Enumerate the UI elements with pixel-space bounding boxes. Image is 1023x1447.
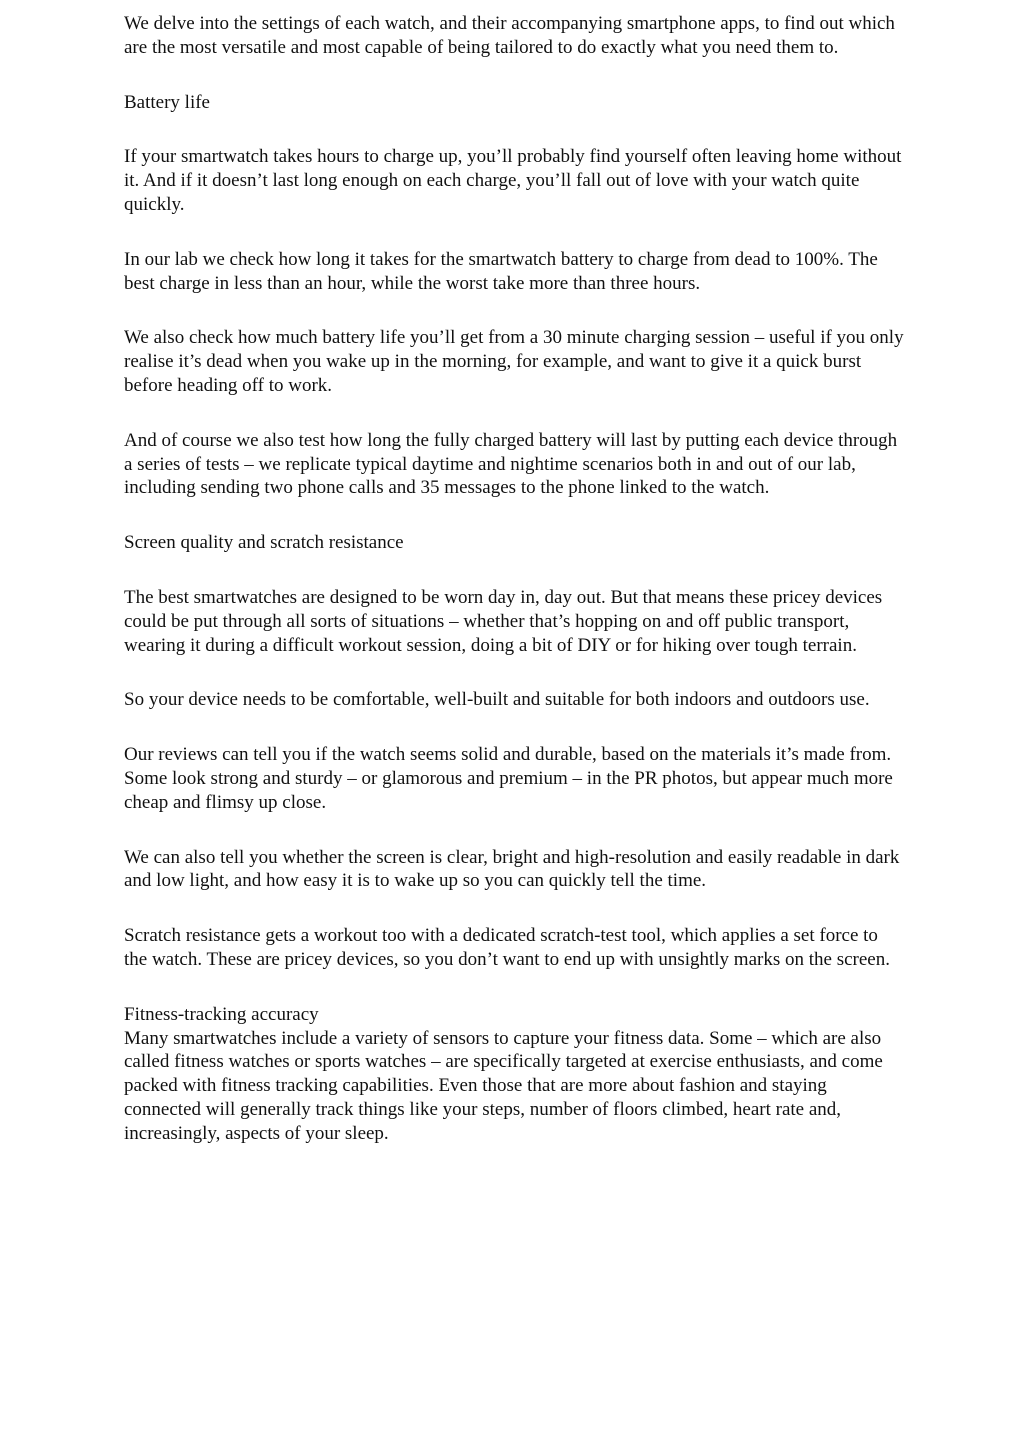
screen-paragraph-clarity: We can also tell you whether the screen is clear, bright and high-resolution and easily readable in dark and low light, and how easy it is to wake up so you can quickly tell the time. [124,846,900,892]
section-heading-screen-quality: Screen quality and scratch resistance [124,532,404,554]
section-heading-fitness-tracking: Fitness-tracking accuracy [124,1003,319,1025]
section-heading-battery-life: Battery life [124,91,210,113]
screen-paragraph-scratch: Scratch resistance gets a workout too with a dedicated scratch-test tool, which applies a set force to the watch. These are pricey devices, so you don’t want to end up with unsightly marks on the screen. [124,925,890,970]
intro-paragraph: We delve into the settings of each watch, and their accompanying smartphone apps, to find out which are the most versatile and most capable of being tailored to do exactly what you need them to. [124,13,895,58]
fitness-paragraph-sensors: Many smartwatches include a variety of sensors to capture your fitness data. Some – which are also called fitness watches or sports watches – are specifically targeted at exercise enthusiasts, and come packed with fitness tracking capabilities. Even those that are more about fashion and staying connected will generally track things like your steps, number of floors climbed, heart rate and, increasingly, aspects of your sleep. [124,1027,883,1144]
battery-paragraph-full-charge: And of course we also test how long the fully charged battery will last by putting each device through a series of tests – we replicate typical daytime and nightime scenarios both in and out of our lab, including sending two phone calls and 35 messages to the phone linked to the watch. [124,429,898,499]
battery-paragraph-lab-check: In our lab we check how long it takes for the smartwatch battery to charge from dead to 100%. The best charge in less than an hour, while the worst take more than three hours. [124,248,878,294]
screen-paragraph-comfortable: So your device needs to be comfortable, well-built and suitable for both indoors and outdoors use. [124,689,870,711]
screen-paragraph-durable: Our reviews can tell you if the watch seems solid and durable, based on the materials it’s made from. Some look strong and sturdy – or glamorous and premium – in the PR photos, but appear much more cheap and flimsy up close. [124,744,893,813]
battery-paragraph-charging-time: If your smartwatch takes hours to charge up, you’ll probably find yourself often leaving home without it. And if it doesn’t last long enough on each charge, you’ll fall out of love with your watch quite quickly. [124,146,902,215]
screen-paragraph-worn-daily: The best smartwatches are designed to be worn day in, day out. But that means these pricey devices could be put through all sorts of situations – whether that’s hopping on and off public transport, wearing it during a difficult workout session, doing a bit of DIY or for hiking over tough terrain. [124,586,883,656]
document-page [124,12,904,1146]
battery-paragraph-30-minute: We also check how much battery life you’ll get from a 30 minute charging session – useful if you only realise it’s dead when you wake up in the morning, for example, and want to give it a quick burst before heading off to work. [124,327,904,396]
